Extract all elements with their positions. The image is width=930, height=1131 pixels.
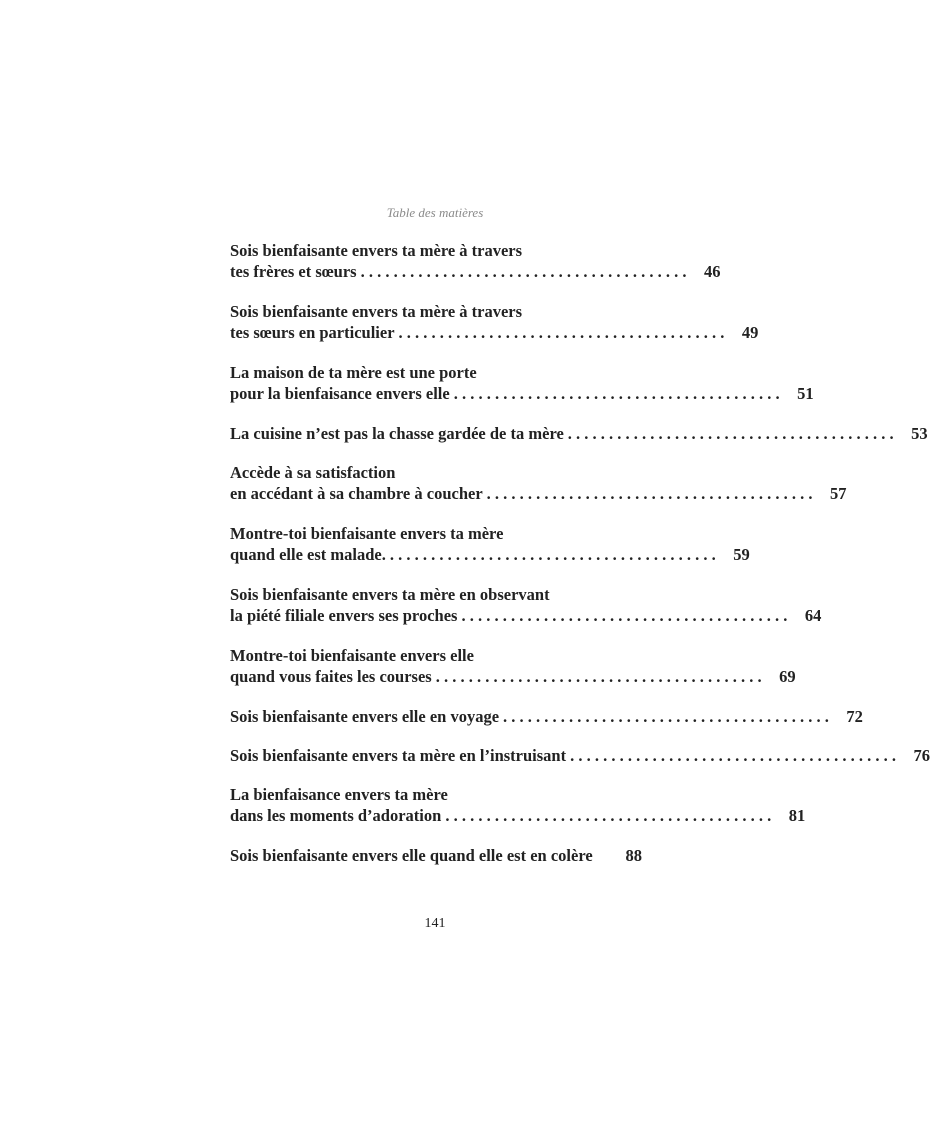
- toc-page-number: 88: [625, 846, 642, 865]
- toc-entry-title-line: tes frères et sœurs: [230, 262, 357, 281]
- toc-page-number: 64: [804, 606, 822, 625]
- running-header: Table des matières: [386, 205, 484, 220]
- toc-entry-title-line: la piété filiale envers ses proches: [230, 606, 458, 625]
- toc-entry: [230, 745, 930, 766]
- dot-leader: . . . . . . . . . . . . . . . . . . . . . . . . . . . . . . . . . . . . . . . .: [389, 545, 716, 564]
- toc-entry: [230, 523, 750, 565]
- toc-entry: [230, 240, 721, 282]
- toc-entry-title-line: La cuisine n’est pas la chasse gardée de ta mère: [230, 424, 564, 443]
- dot-leader: . . . . . . . . . . . . . . . . . . . . . . . . . . . . . . . . . . . . . . . .: [570, 746, 896, 765]
- toc-page-number: 72: [846, 707, 863, 726]
- toc-entry-title-line: Sois bienfaisante envers ta mère à travers: [230, 302, 523, 321]
- toc-entry: [230, 706, 863, 727]
- toc-page-number: 53: [911, 424, 928, 443]
- toc-entry-title-line: Sois bienfaisante envers ta mère à travers: [230, 241, 523, 260]
- toc-page-number: 81: [788, 806, 806, 825]
- toc-entry-title-line: Sois bienfaisante envers elle quand elle est en colère: [230, 846, 593, 865]
- toc-entry: [230, 645, 796, 687]
- toc-entry: [230, 462, 847, 504]
- toc-entry-title-line: Sois bienfaisante envers ta mère en l’instruisant: [230, 746, 567, 765]
- toc-entry-title-line: tes sœurs en particulier: [230, 323, 395, 342]
- dot-leader: . . . . . . . . . . . . . . . . . . . . . . . . . . . . . . . . . . . . . . . .: [445, 806, 772, 825]
- toc-entry-title-line: Montre-toi bienfaisante envers ta mère: [230, 524, 504, 543]
- dot-leader: . . . . . . . . . . . . . . . . . . . . . . . . . . . . . . . . . . . . . . . .: [360, 262, 687, 281]
- dot-leader: . . . . . . . . . . . . . . . . . . . . . . . . . . . . . . . . . . . . . . . .: [503, 707, 829, 726]
- toc-entry-title-line: Montre-toi bienfaisante envers elle: [230, 646, 474, 665]
- toc-page-number: 51: [797, 384, 814, 403]
- toc-entry-title-line: pour la bienfaisance envers elle: [230, 384, 450, 403]
- toc-entry: [230, 423, 928, 444]
- toc-entry-title-line: dans les moments d’adoration: [230, 806, 442, 825]
- toc-page-number: 76: [913, 746, 930, 765]
- toc-entry-title-line: en accédant à sa chambre à coucher: [230, 484, 483, 503]
- toc-entry-title-line: La bienfaisance envers ta mère: [230, 785, 448, 804]
- dot-leader: . . . . . . . . . . . . . . . . . . . . . . . . . . . . . . . . . . . . . . . .: [461, 606, 788, 625]
- toc-entry: [230, 301, 759, 343]
- toc-entry-title-line: quand elle est malade.: [230, 545, 386, 564]
- dot-leader: . . . . . . . . . . . . . . . . . . . . . . . . . . . . . . . . . . . . . . . .: [435, 667, 762, 686]
- dot-leader: . . . . . . . . . . . . . . . . . . . . . . . . . . . . . . . . . . . . . . . .: [567, 424, 894, 443]
- toc-entry-title-line: quand vous faites les courses: [230, 667, 432, 686]
- dot-leader: . . . . . . . . . . . . . . . . . . . . . . . . . . . . . . . . . . . . . . . .: [398, 323, 725, 342]
- toc-entry-title-line: Accède à sa satisfaction: [230, 463, 396, 482]
- toc-entry-title-line: Sois bienfaisante envers ta mère en observant: [230, 585, 550, 604]
- dot-leader: . . . . . . . . . . . . . . . . . . . . . . . . . . . . . . . . . . . . . . . .: [453, 384, 780, 403]
- toc-entry-title-line: Sois bienfaisante envers elle en voyage: [230, 707, 500, 726]
- toc-page-number: 46: [703, 262, 721, 281]
- toc-page-number: 57: [830, 484, 847, 503]
- toc-entry: [230, 584, 822, 626]
- table-of-contents: [230, 240, 930, 866]
- toc-page-number: 59: [733, 545, 750, 564]
- toc-page-number: 69: [779, 667, 796, 686]
- toc-entry-title-line: La maison de ta mère est une porte: [230, 363, 477, 382]
- page-number-folio: 141: [424, 916, 446, 931]
- dot-leader: . . . . . . . . . . . . . . . . . . . . . . . . . . . . . . . . . . . . . . . .: [486, 484, 813, 503]
- toc-entry: [230, 362, 814, 404]
- toc-page-number: 49: [741, 323, 759, 342]
- toc-entry: [230, 784, 806, 826]
- toc-entry: [230, 845, 642, 866]
